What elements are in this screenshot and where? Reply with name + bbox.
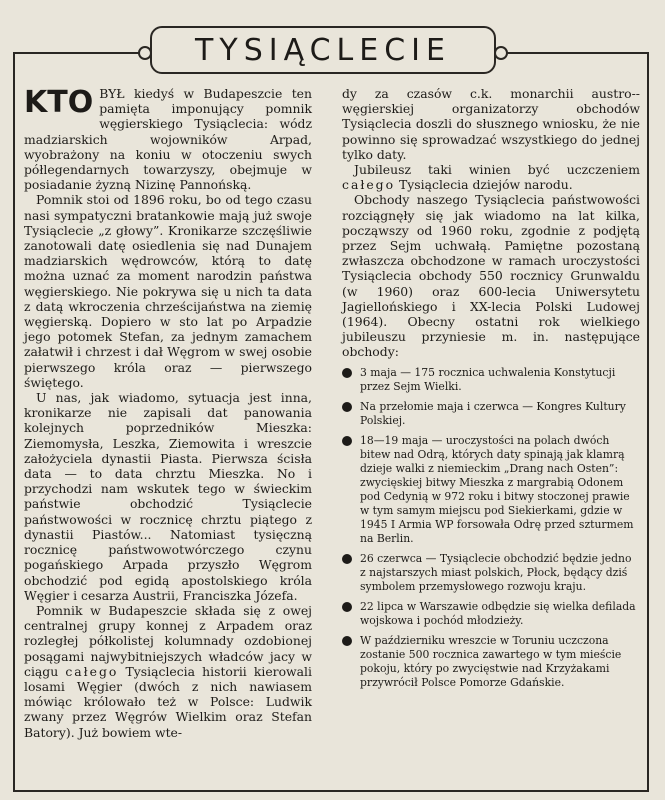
event-text: 18—19 maja — uroczystości na polach dwóch bitew nad Odrą, których daty spinają jak klamrą dzieje walki z niemieckim „Drang nach Osten”: zwycięskiej bitwy Mieszka z margrabią Odonem pod Cedynią w 972 roku i bitwy stoczonej prawie w tym samym miejscu pod Siekierkami, gdzie w 1945 I Armia WP forsowała Odrę przed szturmem na Berlin. [360,433,634,545]
bullet-icon [342,402,352,412]
event-item [342,366,640,394]
event-text: W październiku wreszcie w Toruniu uczczona zostanie 500 rocznica zawartego w tym mieście pokoju, który po zwycięstwie nad Krzyżakami przywrócił Polsce Pomorze Gdańskie. [360,633,622,689]
jubilee-paragraph [342,162,640,192]
bullet-icon [342,436,352,446]
event-text: Na przełomie maja i czerwca — Kongres Kultury Polskiej. [360,399,626,427]
event-list [342,366,640,690]
spaced-emphasis: całego [65,663,119,679]
paragraph: U nas, jak wiadomo, sytuacja jest inna, kronikarze nie zapisali dat panowania kolejnych poprzedników Mieszka: Ziemomysła, Leszka, Ziemowita i wreszcie założyciela dynastii Piasta. Pierwsza ścisła data — to data chrztu Mieszka. No i przychodzi nam wskutek tego w świeckim państwie obchodzić Tysiąclecie państwowości w rocznicę chrztu piątego z dynastii Piastów... Natomiast tysięczną rocznicę państwowotwórczego czynu pogańskiego Arpada przyszło Węgrom obchodzić pod egidą apostolskiego króla Węgier i cesarza Austrii, Franciszka Józefa. [24,390,312,603]
left-column [24,86,312,740]
jubilee-text-end: Tysiąclecia dziejów narodu. [399,177,573,193]
event-item [342,600,640,628]
paragraph-tail: Tysiąclecia historii kierowali losami Węgier (dwóch z nich nawiasem mówiąc królowało też w Polsce: Ludwik zwany przez Węgrów Wielkim oraz Stefan Batory). Już bowiem wte- [24,663,312,740]
lead-text: BYŁ kiedyś w Budapeszcie ten pamięta imponujący pomnik węgierskiego Tysiąclecia: wódz madziarskich wojowników Arpad, wyobrażony na koniu w otoczeniu swych półlegendarnych towarzyszy, obejmuje w posiadanie żyzną Nizinę Pannońską. [24,86,312,193]
closing-paragraph: Obchody naszego Tysiąclecia państwowości rozciągnęły się jak wiadomo na lat kilka, począwszy od 1960 roku, zgodnie z podjętą przez Sejm uchwałą. Pamiętne pozostaną zwłaszcza obchodzone w ramach uroczystości Tysiąclecia obchody 550 rocznicy Grunwaldu (w 1960) oraz 600-lecia Uniwersytetu Jagiellońskiego i XX-lecia Polski Ludowej (1964). Obecny ostatni rok wielkiego jubileuszu przyniesie m. in. następujące obchody: [342,192,640,360]
spaced-emphasis: całego [342,177,396,193]
title-banner [150,26,496,74]
event-item [342,434,640,546]
paragraph [24,603,312,740]
bullet-icon [342,602,352,612]
bullet-icon [342,554,352,564]
page-title: TYSIĄCLECIE [195,32,451,68]
event-item [342,634,640,690]
paragraph: Pomnik stoi od 1896 roku, bo od tego czasu nasi sympatyczni bratankowie mają już swoje Tysiąclecie „z głowy”. Kronikarze szczęśliwie zanotowali datę osiedlenia się nad Dunajem madziarskich wędrowców, którą to datę można uznać za moment narodzin państwa węgierskiego. Nie pokrywa się u nich ta data z datą wkroczenia chrześcijaństwa na ziemię węgierską. Dopiero w sto lat po Arpadzie jego potomek Stefan, za jednym zamachem załatwił i chrzest i dał Węgrom w swej osobie pierwszego króla oraz — pierwszego świętego. [24,192,312,390]
event-item [342,552,640,594]
paragraph-text: Pomnik w Budapeszcie składa się z owej centralnej grupy konnej z Arpadem oraz rozległej półkolistej kolumnady ozdobionej posągami najwybitniejszych władców jacy w ciągu [24,602,312,679]
event-text: 3 maja — 175 rocznica uchwalenia Konstytucji przez Sejm Wielki. [360,365,616,393]
lead-paragraph [24,86,312,192]
event-text: 26 czerwca — Tysiąclecie obchodzić będzie jedno z najstarszych miast polskich, Płock, będący dziś symbolem przemysłowego rozwoju kraju. [360,551,632,593]
bullet-icon [342,368,352,378]
event-item [342,400,640,428]
event-text: 22 lipca w Warszawie odbędzie się wielka defilada wojskowa i pochód młodzieży. [360,599,636,627]
bullet-icon [342,636,352,646]
drop-cap: KTO [24,85,94,120]
continued-paragraph: dy za czasów c.k. monarchii austro--węgierskiej organizatorzy obchodów Tysiąclecia doszli do słusznego wniosku, że nie powinno się sprowadzać wszystkiego do jednej tylko daty. [342,86,640,162]
jubilee-text: Jubileusz taki winien być uczczeniem [354,162,640,178]
right-column [342,86,640,696]
